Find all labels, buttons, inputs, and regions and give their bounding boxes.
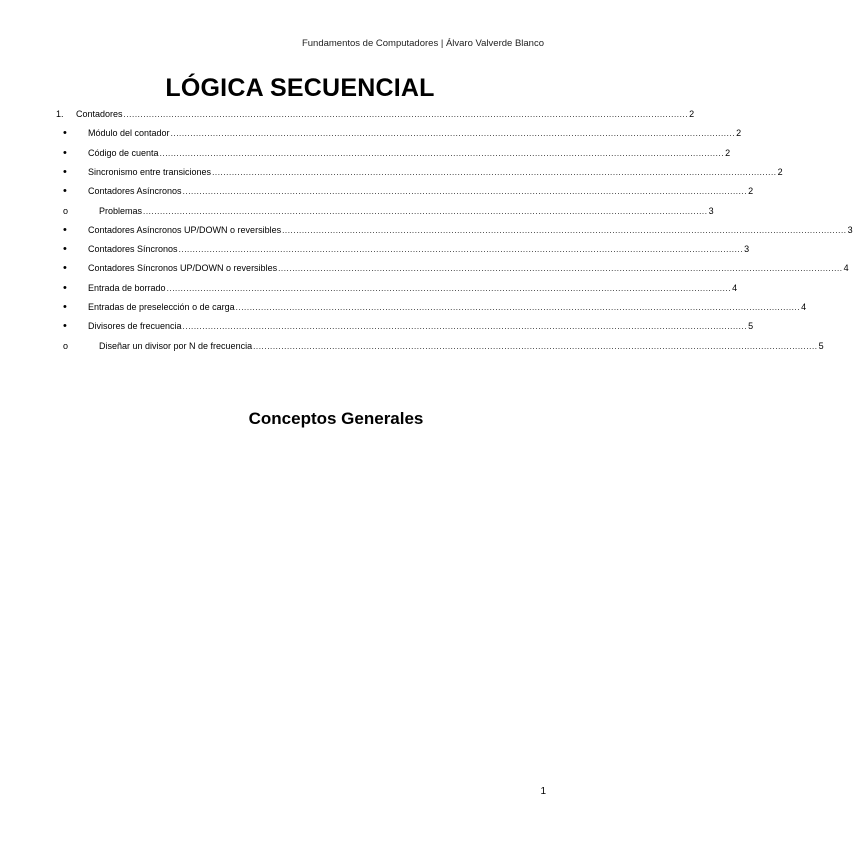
- toc-bullet-marker: •: [63, 165, 67, 178]
- toc-entry-label: Sincronismo entre transiciones: [88, 166, 212, 177]
- toc-entry-label: Módulo del contador: [88, 128, 170, 139]
- toc-entry[interactable]: [56, 339, 824, 353]
- toc-entry-label: Contadores Asíncronos UP/DOWN o reversibles: [88, 224, 282, 235]
- toc-entry-label: Problemas: [99, 205, 143, 216]
- toc-page-number: 4: [843, 263, 849, 274]
- toc-leader-dots: ........................................................................................................................................................................................................: [182, 322, 748, 332]
- toc-bullet-marker: •: [63, 185, 67, 198]
- toc-entry[interactable]: [56, 126, 742, 140]
- page-number: 1: [540, 786, 546, 797]
- running-header: Fundamentos de Computadores | Álvaro Valverde Blanco: [301, 38, 544, 49]
- section-heading: Conceptos Generales: [248, 409, 424, 428]
- toc-circle-marker: o: [63, 205, 69, 216]
- toc-entry-label: Diseñar un divisor por N de frecuencia: [99, 340, 253, 351]
- toc-bullet-marker: •: [63, 320, 67, 333]
- toc-page-number: 3: [744, 244, 750, 255]
- toc-entry-label: Entradas de preselección o de carga: [88, 302, 235, 312]
- toc-leader-dots: ........................................................................................................................................................................................................: [253, 341, 818, 351]
- toc-leader-dots: ........................................................................................................................................................................................................: [212, 167, 777, 177]
- toc-leader-dots: ........................................................................................................................................................................................................: [170, 129, 736, 139]
- document-title: LÓGICA SECUENCIAL: [165, 74, 435, 102]
- toc-entry-label: Divisores de frecuencia: [88, 321, 182, 332]
- toc-number-marker: 1.: [56, 109, 64, 119]
- toc-entry[interactable]: [56, 204, 714, 218]
- toc-page-number: 2: [689, 109, 695, 119]
- toc-entry[interactable]: [56, 261, 849, 275]
- toc-entry[interactable]: [56, 300, 807, 314]
- toc-page-number: 5: [748, 321, 754, 332]
- toc-entry-label: Contadores Síncronos: [88, 244, 178, 255]
- toc-page-number: 2: [777, 166, 783, 177]
- toc-page-number: 2: [736, 128, 742, 139]
- toc-leader-dots: ........................................................................................................................................................................................................: [123, 110, 689, 119]
- toc-page-number: 2: [725, 147, 731, 158]
- toc-entry[interactable]: [56, 281, 738, 295]
- toc-leader-dots: ........................................................................................................................................................................................................: [178, 245, 744, 255]
- toc-page-number: 4: [801, 302, 807, 312]
- toc-page-number: 5: [818, 340, 824, 351]
- toc-entry[interactable]: [56, 146, 731, 160]
- toc-entry[interactable]: [56, 242, 750, 256]
- toc-entry[interactable]: [56, 107, 695, 121]
- toc-entry[interactable]: [56, 184, 754, 198]
- toc-bullet-marker: •: [63, 301, 67, 313]
- toc-entry[interactable]: [56, 165, 783, 179]
- toc-entry-label: Código de cuenta: [88, 147, 159, 158]
- toc-leader-dots: ........................................................................................................................................................................................................: [235, 303, 801, 312]
- toc-entry-label: Contadores Asíncronos: [88, 186, 182, 197]
- toc-bullet-marker: •: [63, 127, 67, 140]
- toc-page-number: 4: [732, 282, 738, 293]
- toc-leader-dots: ........................................................................................................................................................................................................: [143, 206, 708, 216]
- toc-circle-marker: o: [63, 340, 69, 351]
- toc-entry[interactable]: [56, 319, 754, 333]
- toc-entry-label: Contadores: [76, 109, 123, 119]
- toc-bullet-marker: •: [63, 281, 67, 294]
- toc-entry-label: Contadores Síncronos UP/DOWN o reversibles: [88, 263, 278, 274]
- toc-page-number: 3: [847, 224, 853, 235]
- toc-page-number: 3: [708, 205, 714, 216]
- toc-leader-dots: ........................................................................................................................................................................................................: [282, 225, 847, 235]
- toc-leader-dots: ........................................................................................................................................................................................................: [159, 148, 725, 158]
- toc-bullet-marker: •: [63, 146, 67, 159]
- toc-leader-dots: ........................................................................................................................................................................................................: [278, 264, 843, 274]
- toc-leader-dots: ........................................................................................................................................................................................................: [166, 283, 732, 293]
- toc-bullet-marker: •: [63, 243, 67, 256]
- toc-entry[interactable]: [56, 223, 853, 237]
- toc-entry-label: Entrada de borrado: [88, 282, 166, 293]
- toc-bullet-marker: •: [63, 262, 67, 275]
- toc-page-number: 2: [748, 186, 754, 197]
- toc-leader-dots: ........................................................................................................................................................................................................: [182, 187, 748, 197]
- toc-bullet-marker: •: [63, 223, 67, 236]
